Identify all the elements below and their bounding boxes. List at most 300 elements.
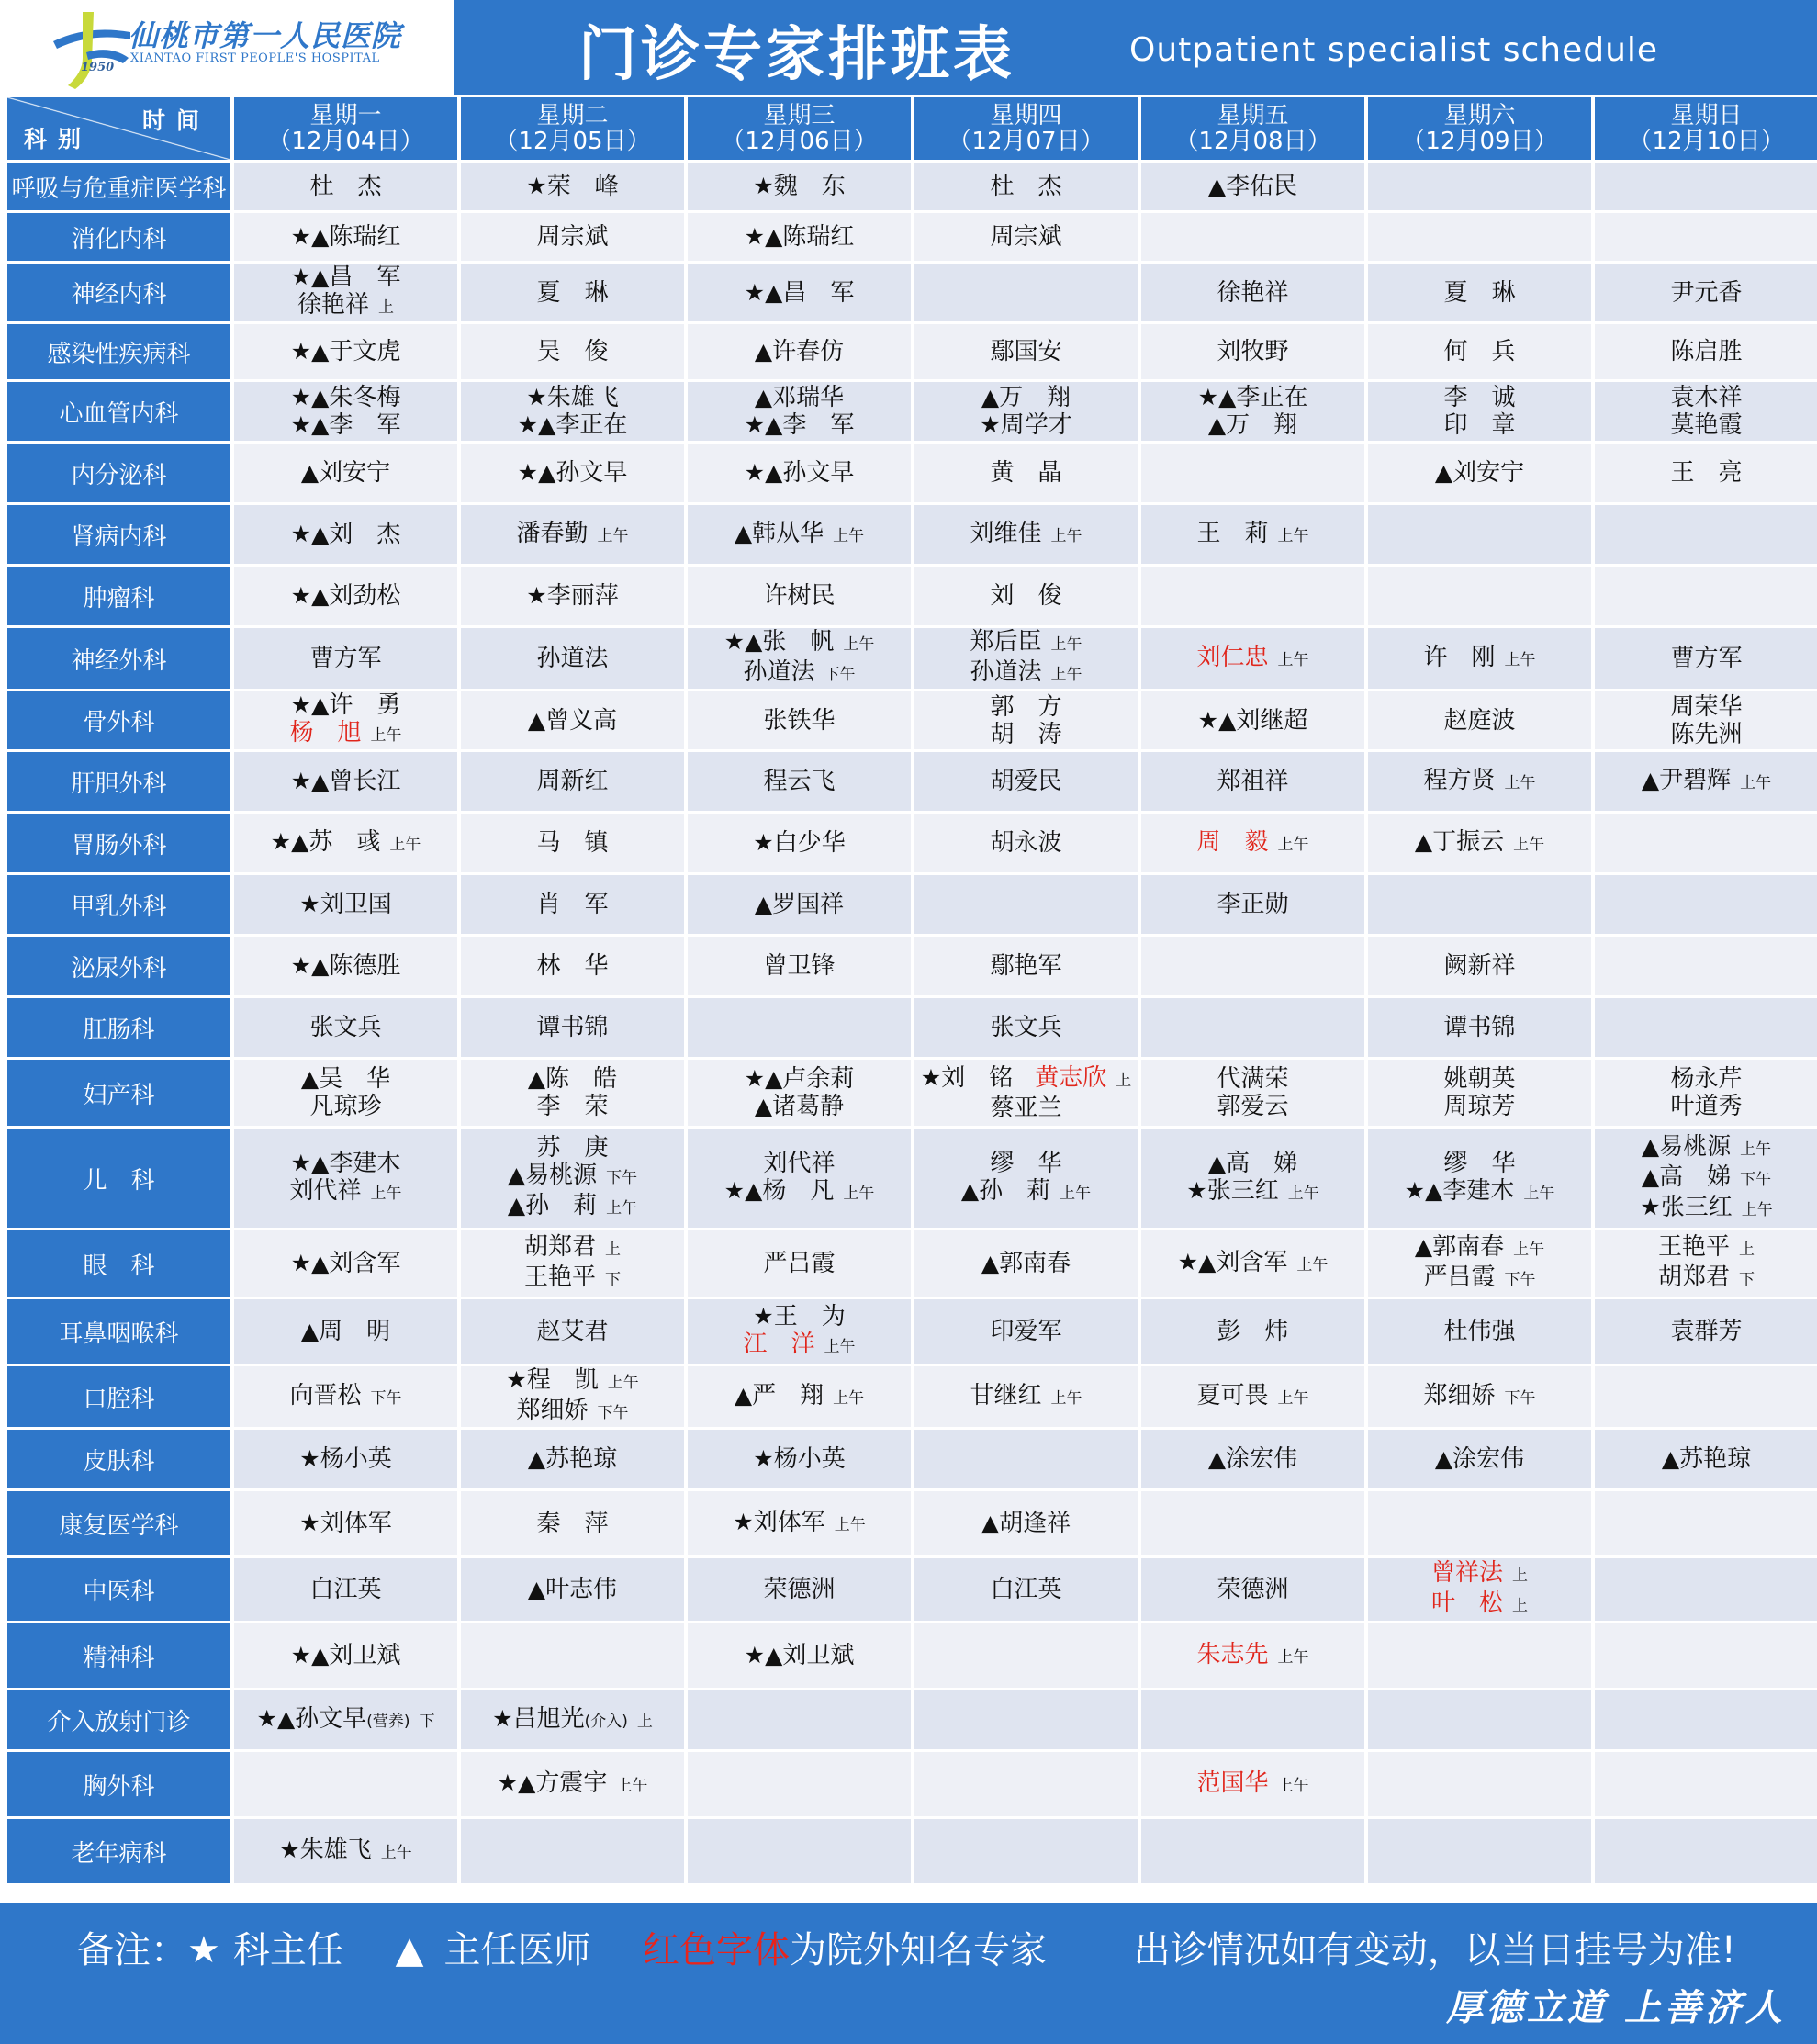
doctor-entry <box>1595 1163 1817 1194</box>
doctor-entry <box>914 628 1138 658</box>
schedule-cell <box>461 1623 684 1688</box>
schedule-cell <box>1368 752 1591 811</box>
schedule-cell <box>688 875 911 934</box>
schedule-cell <box>461 1230 684 1297</box>
doctor-entry <box>234 1093 457 1120</box>
schedule-cell <box>1595 444 1817 502</box>
doctor-name: 万 翔 <box>1226 411 1298 439</box>
title-mark: ★▲ <box>290 411 330 438</box>
doctor-entry <box>461 459 684 487</box>
schedule-cell <box>1368 937 1591 995</box>
doctor-name: 杨小英 <box>320 1445 392 1473</box>
schedule-row <box>7 1430 1817 1488</box>
doctor-name: 郑细娇 <box>516 1397 589 1424</box>
title-mark: ★ <box>506 1366 527 1393</box>
schedule-cell <box>1595 163 1817 210</box>
title-mark: ★▲ <box>256 1704 296 1732</box>
doctor-name: 许春仿 <box>772 338 845 365</box>
schedule-cell <box>234 875 457 934</box>
doctor-name: 胡逢祥 <box>999 1510 1071 1537</box>
session-time: 上午 <box>833 1388 865 1408</box>
schedule-cell <box>914 567 1138 625</box>
schedule-cell <box>234 1819 457 1883</box>
doctor-name: 徐艳祥 <box>297 291 369 319</box>
schedule-cell <box>1368 1491 1591 1555</box>
schedule-cell <box>1595 628 1817 689</box>
doctor-entry <box>234 1445 457 1473</box>
session-time: 上午 <box>1060 1184 1092 1203</box>
doctor-entry <box>1368 1150 1591 1177</box>
schedule-cell <box>1141 1752 1364 1816</box>
schedule-cell <box>234 1430 457 1488</box>
doctor-entry <box>234 1705 457 1735</box>
schedule-cell <box>1595 213 1817 261</box>
doctor-name: 许树民 <box>763 582 836 610</box>
doctor-entry <box>1141 173 1364 200</box>
schedule-cell <box>234 937 457 995</box>
schedule-cell <box>1368 324 1591 379</box>
schedule-cell <box>914 937 1138 995</box>
day-weekday: 星期五 <box>1217 102 1289 129</box>
doctor-entry <box>1141 1177 1364 1207</box>
schedule-cell <box>1368 444 1591 502</box>
doctor-name: 胡郑君 <box>523 1233 596 1261</box>
doctor-entry <box>461 1397 684 1427</box>
schedule-row <box>7 1623 1817 1688</box>
doctor-name: 李 诚 <box>1443 384 1516 411</box>
schedule-cell <box>1141 628 1364 689</box>
doctor-name: 叶 松 <box>1430 1589 1503 1617</box>
doctor-name: 张文兵 <box>309 1014 382 1041</box>
doctor-name: 凡琼珍 <box>309 1093 382 1120</box>
doctor-entry <box>914 223 1138 251</box>
title-mark: ★ <box>299 891 320 917</box>
schedule-row <box>7 1752 1817 1816</box>
schedule-row <box>7 1491 1817 1555</box>
department-name: 甲乳外科 <box>7 875 230 934</box>
doctor-entry <box>688 279 911 307</box>
doctor-entry <box>1141 1093 1364 1120</box>
title-mark: ▲ <box>1641 1162 1660 1190</box>
doctor-entry <box>1368 1263 1591 1294</box>
schedule-cell <box>688 1690 911 1749</box>
schedule-cell <box>461 1299 684 1364</box>
doctor-entry <box>914 520 1138 550</box>
schedule-cell <box>1595 937 1817 995</box>
schedule-cell <box>234 691 457 749</box>
schedule-cell <box>914 382 1138 441</box>
session-time: 上午 <box>616 1776 648 1795</box>
session-time: 上午 <box>1277 835 1309 854</box>
doctor-entry <box>461 768 684 795</box>
title-mark: ★▲ <box>290 521 330 547</box>
doctor-name: 尹碧辉 <box>1659 766 1732 794</box>
department-name: 介入放射门诊 <box>7 1690 230 1749</box>
schedule-row <box>7 444 1817 502</box>
session-time: 上午 <box>1277 650 1309 669</box>
doctor-entry <box>1595 1065 1817 1093</box>
doctor-name: 陈瑞红 <box>782 223 855 251</box>
schedule-cell <box>1141 752 1364 811</box>
doctor-name: 叶道秀 <box>1670 1093 1743 1120</box>
schedule-row <box>7 1690 1817 1749</box>
doctor-entry <box>914 1095 1138 1122</box>
hospital-name-en: XIANTAO FIRST PEOPLE'S HOSPITAL <box>130 51 380 65</box>
day-header <box>1141 97 1364 160</box>
doctor-entry <box>1368 384 1591 411</box>
title-mark: ▲ <box>981 384 1000 410</box>
doctor-name: 罗国祥 <box>772 891 845 918</box>
day-header <box>234 97 457 160</box>
doctor-name: 李正在 <box>1236 384 1308 411</box>
page-title-cn: 门诊专家排班表 <box>578 21 1015 89</box>
session-time: 下午 <box>1504 1271 1536 1289</box>
schedule-cell <box>1368 1060 1591 1126</box>
title-mark: ★▲ <box>290 582 330 609</box>
department-name: 肿瘤科 <box>7 567 230 625</box>
doctor-entry <box>914 952 1138 980</box>
doctor-name: 刘代祥 <box>289 1176 362 1205</box>
schedule-cell <box>914 163 1138 210</box>
session-time: 上午 <box>1296 1255 1329 1275</box>
doctor-name: 曾卫锋 <box>763 952 836 980</box>
doctor-name: 周宗斌 <box>990 223 1062 251</box>
schedule-cell <box>688 1060 911 1126</box>
schedule-row <box>7 213 1817 261</box>
schedule-cell <box>1141 567 1364 625</box>
schedule-cell <box>234 213 457 261</box>
schedule-cell <box>688 752 911 811</box>
doctor-entry <box>1368 1014 1591 1041</box>
doctor-entry <box>1368 459 1591 487</box>
title-mark: ★▲ <box>290 223 330 250</box>
doctor-entry <box>461 1445 684 1473</box>
doctor-name: 刘牧野 <box>1217 338 1289 365</box>
doctor-name: 莫艳霞 <box>1670 411 1743 439</box>
doctor-entry <box>461 1705 684 1735</box>
session-time: 上午 <box>597 526 629 545</box>
doctor-name: 胡爱民 <box>990 768 1062 795</box>
doctor-name: 周宗斌 <box>536 223 609 251</box>
schedule-cell <box>1368 998 1591 1057</box>
clinic-type: (营养) <box>366 1712 410 1731</box>
schedule-row <box>7 382 1817 441</box>
schedule-cell <box>461 937 684 995</box>
doctor-entry <box>1595 279 1817 307</box>
doctor-name: 昌 军 <box>782 278 855 307</box>
department-name: 耳鼻咽喉科 <box>7 1299 230 1364</box>
title-mark: ▲ <box>981 1510 1000 1536</box>
schedule-cell <box>914 1819 1138 1883</box>
title-mark: ★ <box>299 1445 320 1472</box>
title-mark: ★▲ <box>290 384 330 410</box>
title-mark: ★ <box>1640 1193 1661 1220</box>
doctor-name: 徐艳祥 <box>1217 278 1289 307</box>
schedule-cell <box>914 1690 1138 1749</box>
hospital-motto: 厚德立道 上善济人 <box>1446 1986 1786 2029</box>
doctor-name: 王 亮 <box>1670 459 1743 487</box>
session-time: 上午 <box>1277 1776 1309 1795</box>
doctor-entry <box>1141 520 1364 550</box>
doctor-name: 秦 萍 <box>536 1510 609 1537</box>
doctor-name: 周新红 <box>536 768 609 795</box>
doctor-entry <box>688 1445 911 1473</box>
schedule-cell <box>688 213 911 261</box>
doctor-name: 陈德胜 <box>329 952 401 980</box>
doctor-entry <box>234 1250 457 1277</box>
doctor-name: 蔡亚兰 <box>990 1094 1062 1122</box>
doctor-entry <box>1141 1249 1364 1279</box>
doctor-entry <box>688 768 911 795</box>
doctor-entry <box>1595 693 1817 721</box>
schedule-cell <box>1368 213 1591 261</box>
doctor-entry <box>914 1150 1138 1177</box>
doctor-name: 孙道法 <box>743 658 815 686</box>
session-time: 上午 <box>389 835 421 854</box>
title-mark: ▲ <box>507 1162 526 1188</box>
department-name: 胃肠外科 <box>7 814 230 872</box>
schedule-cell <box>1595 875 1817 934</box>
doctor-name: 周 明 <box>319 1318 391 1345</box>
hospital-name-cn: 仙桃市第一人民医院 <box>129 18 402 53</box>
schedule-cell <box>1141 213 1364 261</box>
doctor-entry <box>688 459 911 487</box>
doctor-name: 李 荣 <box>536 1093 609 1120</box>
title-mark: ▲ <box>300 1318 320 1344</box>
title-mark: ★▲ <box>744 411 783 438</box>
doctor-name: 李佑民 <box>1226 173 1298 200</box>
doctor-entry <box>234 521 457 548</box>
corner-header <box>7 97 230 160</box>
doctor-entry <box>688 384 911 411</box>
doctor-name: 陈先洲 <box>1670 720 1743 748</box>
schedule-cell <box>1141 264 1364 321</box>
doctor-entry <box>1141 768 1364 795</box>
doctor-entry <box>1368 828 1591 859</box>
schedule-cell <box>1368 628 1591 689</box>
schedule-cell <box>1368 1623 1591 1688</box>
doctor-name: 孙 莉 <box>525 1192 598 1219</box>
session-time: 上午 <box>834 1515 866 1534</box>
title-mark: ▲ <box>734 1381 753 1409</box>
department-name: 神经外科 <box>7 628 230 689</box>
doctor-name: 王艳平 <box>523 1263 596 1291</box>
schedule-row <box>7 1060 1817 1126</box>
doctor-name: 刘安宁 <box>1452 459 1525 487</box>
schedule-row <box>7 567 1817 625</box>
doctor-name: 郭爱云 <box>1217 1093 1289 1120</box>
doctor-entry <box>1141 338 1364 365</box>
schedule-cell <box>461 691 684 749</box>
schedule-cell <box>688 1129 911 1228</box>
schedule-cell <box>914 1623 1138 1688</box>
doctor-entry <box>461 411 684 439</box>
schedule-cell <box>1141 814 1364 872</box>
schedule-cell <box>1595 814 1817 872</box>
doctor-name: 印爱军 <box>990 1318 1062 1345</box>
schedule-cell <box>461 998 684 1057</box>
schedule-cell <box>461 1430 684 1488</box>
schedule-cell <box>914 1299 1138 1364</box>
schedule-cell <box>914 264 1138 321</box>
doctor-entry <box>234 582 457 610</box>
legend-triangle-label: ▲ 主任医师 <box>395 1929 591 1971</box>
title-mark: ★▲ <box>723 1176 763 1204</box>
doctor-name: 苏 彧 <box>308 827 381 856</box>
schedule-cell <box>234 1491 457 1555</box>
doctor-name: 严 翔 <box>752 1381 824 1409</box>
header-bar <box>0 0 1817 95</box>
legend-change-note: 出诊情况如有变动，以当日挂号为准! <box>1133 1929 1736 1971</box>
title-mark: ★ <box>279 1836 300 1863</box>
schedule-cell <box>914 752 1138 811</box>
doctor-entry <box>688 1065 911 1093</box>
doctor-entry <box>914 1014 1138 1041</box>
schedule-cell <box>688 1230 911 1297</box>
title-mark: ★▲ <box>1404 1176 1443 1204</box>
doctor-entry <box>1141 644 1364 674</box>
schedule-cell <box>1141 1230 1364 1297</box>
doctor-entry <box>461 173 684 200</box>
doctor-entry <box>1595 459 1817 487</box>
doctor-name: 袁群芳 <box>1670 1318 1743 1345</box>
doctor-entry <box>234 1177 457 1207</box>
title-mark: ★▲ <box>290 691 330 718</box>
doctor-name: 陈瑞红 <box>329 223 401 251</box>
doctor-name: 郑后臣 <box>970 628 1042 656</box>
doctor-name: 卢余莉 <box>782 1065 855 1093</box>
title-mark: ★▲ <box>1197 706 1237 734</box>
doctor-entry <box>234 264 457 291</box>
schedule-cell <box>1141 324 1364 379</box>
doctor-name: 刘体军 <box>320 1510 392 1537</box>
schedule-cell <box>688 1491 911 1555</box>
schedule-cell <box>688 382 911 441</box>
doctor-entry <box>914 411 1138 439</box>
schedule-cell <box>234 1366 457 1427</box>
doctor-name: 夏 琳 <box>536 278 609 307</box>
session-time: 上午 <box>1277 1388 1309 1408</box>
doctor-entry <box>461 1233 684 1263</box>
session-time: 上午 <box>843 1184 875 1203</box>
schedule-cell <box>1595 382 1817 441</box>
schedule-cell <box>688 628 911 689</box>
doctor-entry <box>461 1162 684 1192</box>
doctor-entry <box>914 1510 1138 1537</box>
doctor-entry <box>1595 1263 1817 1294</box>
session-time: 上午 <box>380 1843 412 1862</box>
title-mark: ▲ <box>981 1250 1000 1276</box>
schedule-cell <box>1141 1623 1364 1688</box>
schedule-cell <box>1595 1752 1817 1816</box>
title-mark: ★ <box>980 411 1001 438</box>
title-mark: ★▲ <box>290 952 330 979</box>
department-name: 口腔科 <box>7 1366 230 1427</box>
schedule-cell <box>1368 382 1591 441</box>
doctor-entry <box>914 1382 1138 1412</box>
schedule-cell <box>1141 1299 1364 1364</box>
doctor-name: 李丽萍 <box>546 582 619 610</box>
department-name: 妇产科 <box>7 1060 230 1126</box>
session-time: 下午 <box>370 1388 402 1408</box>
schedule-cell <box>1595 752 1817 811</box>
session-time: 上午 <box>1277 1647 1309 1667</box>
schedule-cell <box>1595 1623 1817 1688</box>
doctor-entry <box>461 1134 684 1162</box>
title-mark: ★ <box>753 1445 774 1472</box>
doctor-entry <box>914 1576 1138 1603</box>
doctor-name: 彭 炜 <box>1217 1318 1289 1345</box>
legend-red-label: 红色字体为院外知名专家 <box>643 1929 1048 1971</box>
doctor-name: 刘卫国 <box>320 891 392 918</box>
department-name: 胸外科 <box>7 1752 230 1816</box>
title-mark: ▲ <box>754 891 773 917</box>
doctor-entry <box>688 658 911 689</box>
doctor-entry <box>1141 1576 1364 1603</box>
session-time: 上午 <box>606 1199 638 1218</box>
title-mark: ▲ <box>1207 173 1227 199</box>
title-mark: ★▲ <box>290 338 330 365</box>
doctor-entry <box>688 628 911 658</box>
schedule-cell <box>914 814 1138 872</box>
session-time: 上午 <box>1523 1184 1555 1203</box>
doctor-entry <box>234 719 457 749</box>
doctor-entry <box>1595 411 1817 439</box>
doctor-entry <box>1368 767 1591 797</box>
title-mark: ★▲ <box>290 1149 330 1176</box>
day-date: （12月08日） <box>1174 128 1331 155</box>
schedule-cell <box>1368 875 1591 934</box>
doctor-name: 刘代祥 <box>763 1149 836 1177</box>
doctor-name: 李正勋 <box>1217 891 1289 918</box>
schedule-row <box>7 752 1817 811</box>
doctor-name: 缪 华 <box>1443 1149 1516 1177</box>
schedule-cell <box>914 1129 1138 1228</box>
schedule-cell <box>1141 1491 1364 1555</box>
doctor-name: 曾祥法 <box>1430 1559 1503 1587</box>
schedule-cell <box>1595 691 1817 749</box>
schedule-cell <box>914 691 1138 749</box>
department-name: 皮肤科 <box>7 1430 230 1488</box>
doctor-entry <box>234 1510 457 1537</box>
doctor-name: 高 娣 <box>1226 1149 1298 1177</box>
department-name: 呼吸与危重症医学科 <box>7 163 230 210</box>
hospital-logo-area <box>0 0 454 95</box>
schedule-cell <box>688 1366 911 1427</box>
doctor-name: 荣德洲 <box>1217 1576 1289 1603</box>
doctor-name: 苏艳琼 <box>1679 1445 1752 1473</box>
schedule-cell <box>461 444 684 502</box>
hospital-logo-icon <box>46 5 138 92</box>
legend <box>77 1921 1756 1973</box>
title-mark: ★▲ <box>290 1642 330 1668</box>
title-mark: ★ <box>526 582 547 609</box>
doctor-entry <box>688 520 911 550</box>
doctor-name: 于文虎 <box>329 338 401 365</box>
schedule-cell <box>688 814 911 872</box>
doctor-entry <box>234 291 457 321</box>
schedule-cell <box>1595 264 1817 321</box>
schedule-cell <box>688 937 911 995</box>
doctor-name: 孙道法 <box>970 658 1042 686</box>
doctor-entry <box>1595 721 1817 748</box>
doctor-name: 万 翔 <box>999 384 1071 411</box>
day-header <box>1595 97 1817 160</box>
schedule-cell <box>688 1819 911 1883</box>
schedule-cell <box>461 213 684 261</box>
schedule-cell <box>461 628 684 689</box>
department-name: 泌尿外科 <box>7 937 230 995</box>
